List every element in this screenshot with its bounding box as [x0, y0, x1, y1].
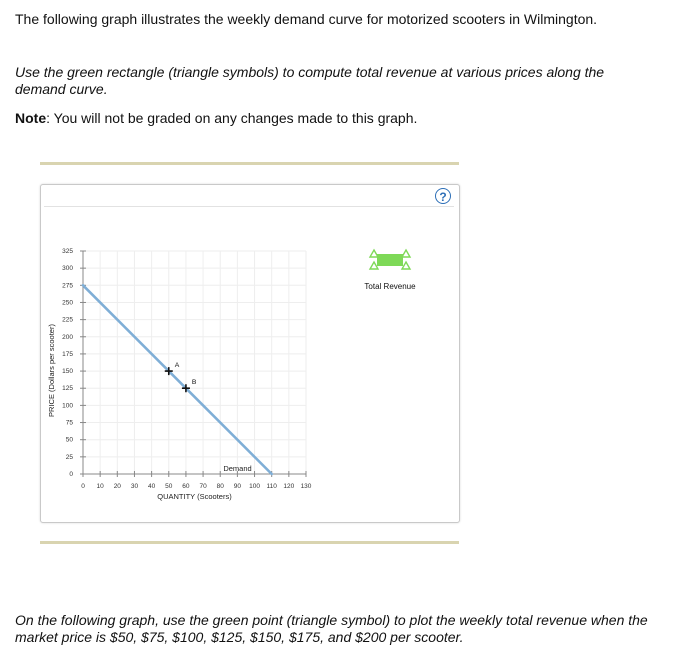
y-tick-label: 175: [62, 350, 73, 358]
x-tick-label: 0: [81, 483, 85, 490]
x-tick-label: 50: [165, 483, 173, 490]
instructions-text: Use the green rectangle (triangle symbols) to compute total revenue at various prices along the demand curve.: [15, 64, 605, 97]
y-axis-title: PRICE (Dollars per scooter): [47, 324, 56, 417]
triangle-corner-icon: [370, 262, 378, 269]
x-tick-label: 100: [249, 483, 260, 490]
x-tick-label: 40: [147, 483, 156, 490]
y-tick-label: 125: [62, 385, 73, 393]
top-divider: [40, 162, 459, 165]
closing-instructions: On the following graph, use the green point (triangle symbol) to plot the weekly total revenue when the market price is $50, $75, $100, $125, $150, $175, and $200 per scooter.: [15, 612, 648, 645]
x-tick-label: 60: [182, 483, 190, 490]
y-tick-label: 50: [65, 436, 73, 444]
note-text: [15, 110, 655, 127]
intro-text: The following graph illustrates the weekly demand curve for motorized scooters in Wilmington.: [15, 11, 598, 27]
demand-line: [83, 285, 272, 474]
triangle-corner-icon: [370, 250, 378, 257]
demand-chart: [41, 185, 459, 522]
bottom-divider: [40, 541, 459, 544]
x-tick-label: 20: [113, 483, 121, 490]
y-tick-label: 325: [62, 248, 73, 255]
y-tick-label: 0: [69, 471, 73, 478]
note-label: Note: [15, 110, 47, 126]
y-tick-label: 75: [65, 419, 73, 427]
triangle-corner-icon: [402, 250, 410, 257]
y-tick-label: 250: [62, 299, 73, 307]
help-icon[interactable]: ?: [435, 188, 451, 204]
y-tick-label: 150: [62, 368, 73, 376]
note-body: : You will not be graded on any changes made to this graph.: [46, 110, 418, 126]
y-tick-label: 200: [62, 333, 73, 341]
point-label: B: [191, 379, 197, 387]
y-tick-label: 25: [65, 453, 73, 461]
x-tick-label: 130: [300, 483, 312, 490]
x-tick-label: 110: [266, 483, 277, 490]
y-tick-label: 275: [62, 282, 73, 290]
x-tick-label: 10: [96, 483, 104, 490]
legend-total-revenue-label: Total Revenue: [364, 282, 416, 291]
y-tick-label: 300: [62, 265, 73, 273]
y-tick-label: 225: [62, 316, 73, 324]
x-tick-label: 70: [199, 483, 207, 490]
y-tick-label: 100: [62, 402, 73, 410]
point-label: A: [174, 362, 180, 370]
x-tick-label: 80: [216, 483, 224, 490]
graph-panel: [40, 184, 460, 523]
x-tick-label: 120: [283, 483, 295, 490]
x-tick-label: 90: [233, 483, 242, 490]
total-revenue-rectangle-icon: [377, 254, 403, 266]
triangle-corner-icon: [402, 262, 410, 269]
demand-label: Demand: [223, 464, 252, 473]
x-tick-label: 30: [130, 483, 139, 490]
x-axis-title: QUANTITY (Scooters): [157, 492, 232, 501]
